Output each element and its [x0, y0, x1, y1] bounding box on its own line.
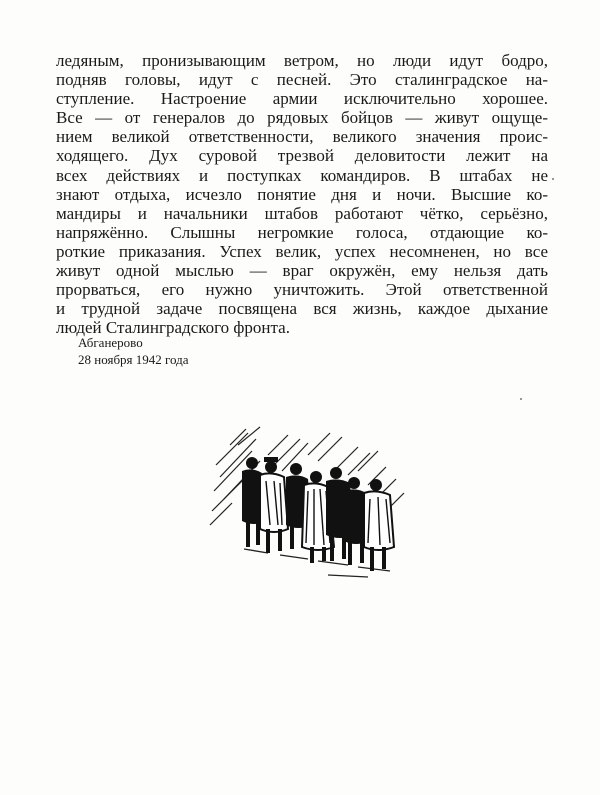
text-line: и трудной задаче посвящена вся жизнь, каждое дыхание — [56, 299, 548, 319]
soldier-figure — [260, 457, 288, 553]
text-line: знают отдыха, исчезло понятие дня и ночи. Высшие ко- — [56, 184, 548, 204]
signoff — [78, 334, 189, 368]
soldier-figure — [364, 479, 394, 571]
marching-soldiers-illustration — [208, 425, 418, 585]
text-line: роткие приказания. Успех велик, успех несомненен, но все — [56, 241, 548, 261]
text-line: всех действиях и поступках командиров. В штабах не — [56, 165, 548, 185]
signoff-date: 28 ноября 1942 года — [78, 352, 189, 367]
signoff-place: Абганерово — [78, 335, 143, 350]
text-line: прорваться, его нужно уничтожить. Этой ответственной — [56, 280, 548, 300]
print-speck — [520, 398, 522, 400]
text-line: ходящего. Дух суровой трезвой деловитости лежит на — [56, 146, 548, 166]
text-line: нием великой ответственности, великого значения проис- — [56, 127, 548, 147]
text-line: людей Сталинградского фронта. — [56, 318, 290, 338]
body-paragraph — [56, 51, 548, 337]
text-line: Все — от генералов до рядовых бойцов — живут ощуще- — [56, 108, 548, 128]
text-line: напряжённо. Слышны негромкие голоса, отдающие ко- — [56, 222, 548, 242]
text-line: ледяным, пронизывающим ветром, но люди идут бодро, — [56, 51, 548, 70]
text-line: подняв головы, идут с песней. Это сталинградское на- — [56, 70, 548, 90]
text-line: мандиры и начальники штабов работают чётко, серьёзно, — [56, 203, 548, 223]
ground-strokes — [244, 549, 390, 577]
text-line: ступление. Настроение армии исключительно хорошее. — [56, 89, 548, 109]
text-line: живут одной мыслью — враг окружён, ему нельзя дать — [56, 261, 548, 281]
print-speck — [552, 178, 554, 180]
